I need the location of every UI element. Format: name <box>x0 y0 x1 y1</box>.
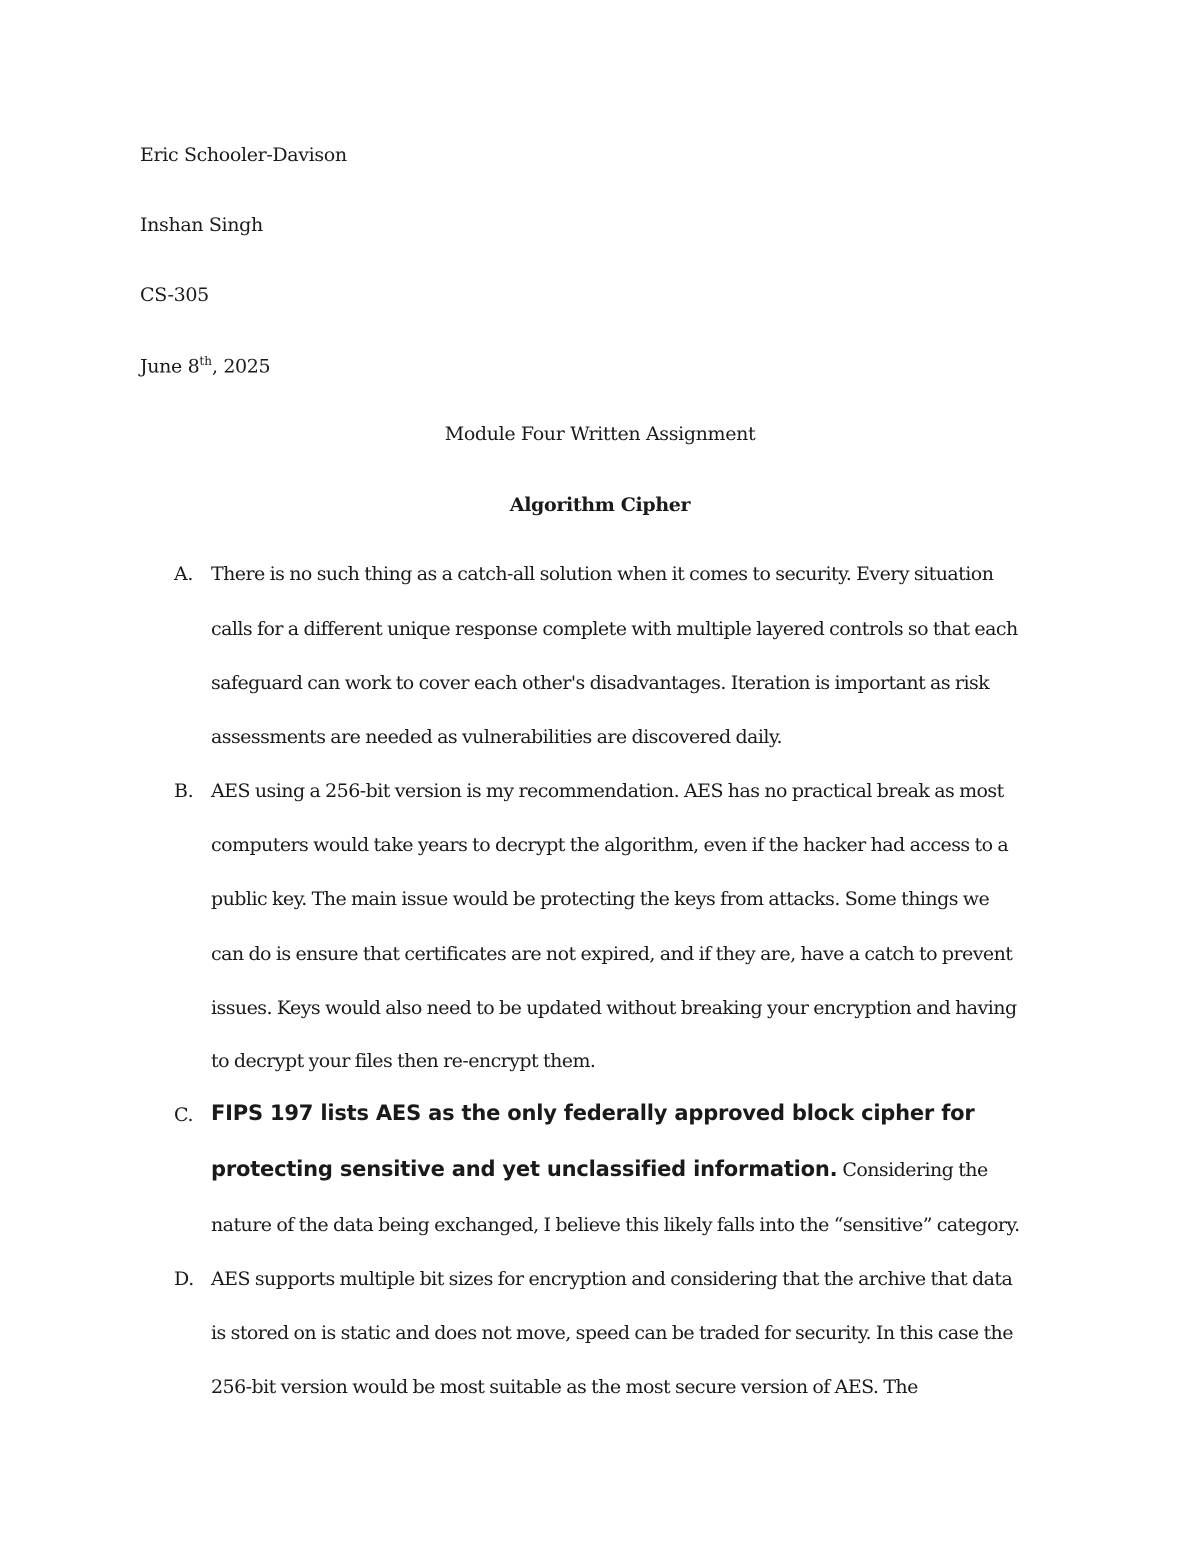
item-d-line-1: AES supports multiple bit sizes for encryption and considering that the archive that data <box>211 1268 1013 1290</box>
date-year: , 2025 <box>211 355 271 378</box>
document-subtitle: Algorithm Cipher <box>509 494 691 516</box>
item-c-line-1-emphasis: FIPS 197 lists AES as the only federally approved block cipher for <box>211 1101 975 1125</box>
item-d-line-3: 256-bit version would be most suitable as the most secure version of AES. The <box>211 1376 918 1398</box>
item-b-line-4: can do is ensure that certificates are not expired, and if they are, have a catch to prevent <box>211 943 1013 965</box>
item-b-line-5: issues. Keys would also need to be updated without breaking your encryption and having <box>211 997 1017 1019</box>
item-b-line-3: public key. The main issue would be protecting the keys from attacks. Some things we <box>211 888 990 910</box>
list-marker-b: B. <box>174 780 194 802</box>
author-name: Eric Schooler-Davison <box>140 144 347 166</box>
date-suffix: th <box>199 354 212 368</box>
list-marker-a: A. <box>174 563 194 585</box>
item-c-line-2-emphasis: protecting sensitive and yet unclassified information. <box>211 1157 838 1181</box>
date-month-day: June 8 <box>140 355 200 378</box>
item-c-line-2-rest: Considering the <box>837 1159 988 1181</box>
item-b-line-2: computers would take years to decrypt the algorithm, even if the hacker had access to a <box>211 834 1009 856</box>
list-marker-c: C. <box>174 1104 194 1126</box>
document-title: Module Four Written Assignment <box>444 423 756 445</box>
item-a-line-3: safeguard can work to cover each other's disadvantages. Iteration is important as risk <box>211 672 990 694</box>
list-marker-d: D. <box>174 1268 194 1290</box>
item-b-line-1: AES using a 256-bit version is my recommendation. AES has no practical break as most <box>211 780 1004 802</box>
item-b-line-6: to decrypt your files then re-encrypt them. <box>211 1050 596 1072</box>
item-c-line-3: nature of the data being exchanged, I believe this likely falls into the “sensitive” category. <box>211 1214 1020 1236</box>
item-a-line-1: There is no such thing as a catch-all solution when it comes to security. Every situation <box>211 563 994 585</box>
item-a-line-4: assessments are needed as vulnerabilities are discovered daily. <box>211 726 783 748</box>
instructor-name: Inshan Singh <box>140 214 263 236</box>
item-a-line-2: calls for a different unique response complete with multiple layered controls so that each <box>211 618 1018 640</box>
item-d-line-2: is stored on is static and does not move, speed can be traded for security. In this case the <box>211 1322 1013 1344</box>
item-c-line-2 <box>211 1157 988 1181</box>
course-code: CS-305 <box>140 284 209 306</box>
submission-date <box>140 354 270 377</box>
